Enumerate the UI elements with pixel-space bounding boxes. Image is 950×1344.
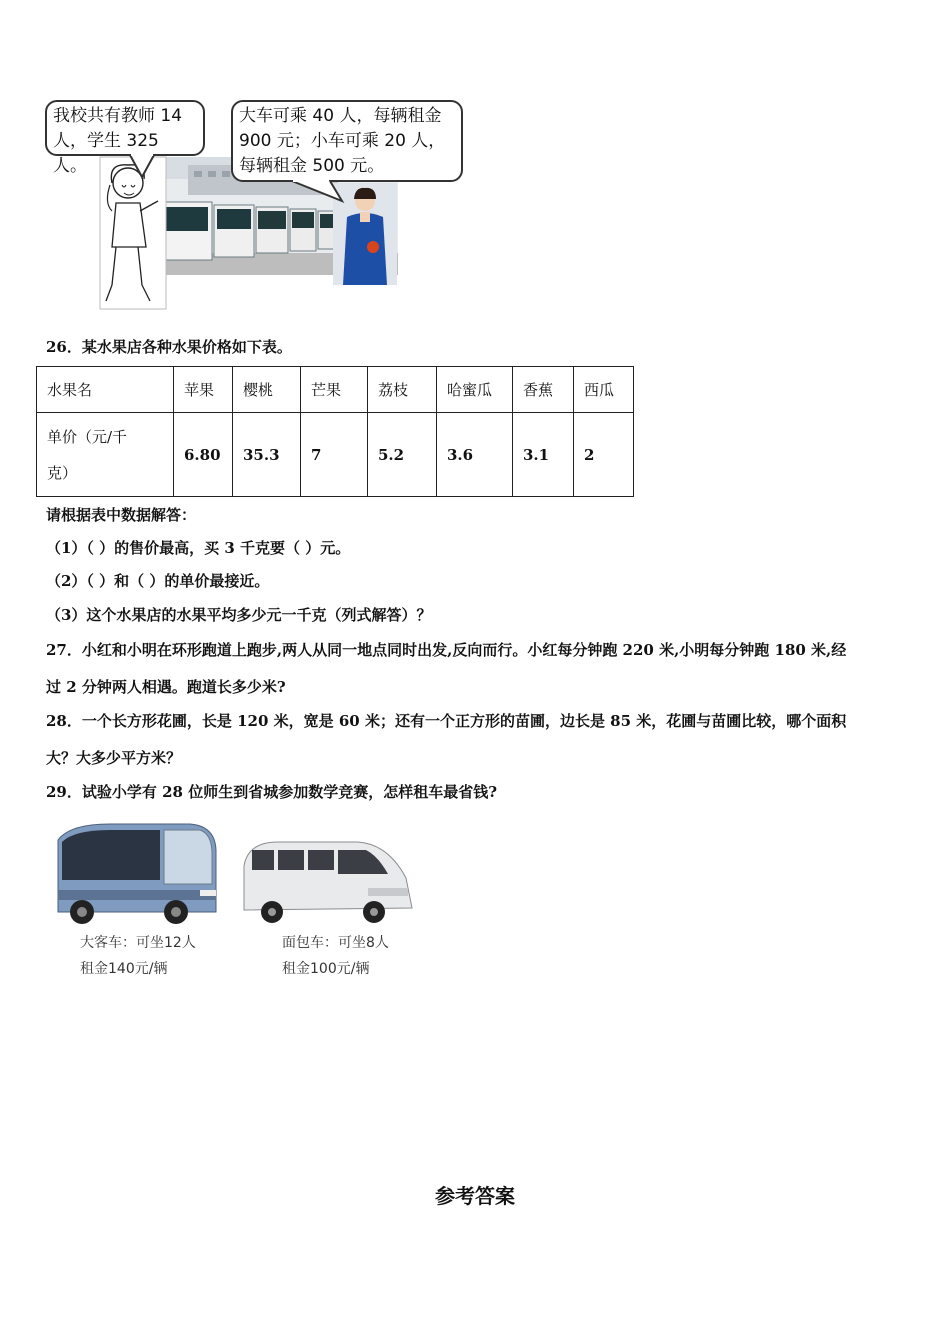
table-header-row	[37, 367, 634, 413]
van-image	[238, 838, 418, 930]
van-rent: 租金100元/辆	[282, 961, 370, 977]
q26-sub-1: （1）（ ）的售价最高，买 3 千克要（ ）元。	[46, 539, 351, 557]
fruit-name-cell: 西瓜	[574, 367, 634, 413]
q27-line-2: 过 2 分钟两人相遇。跑道长多少米?	[46, 678, 286, 696]
van-caption	[282, 930, 389, 982]
q28-line-2: 大？大多少平方米？	[46, 749, 182, 767]
staff-bubble-line-3: 每辆租金 500 元。	[239, 156, 385, 176]
fruit-name-cell: 荔枝	[368, 367, 437, 413]
q28-line-1: 28．一个长方形花圃，长是 120 米，宽是 60 米；还有一个正方形的苗圃，边长是 85 米，花圃与苗圃比较，哪个面积	[46, 712, 847, 730]
q26-sub-2: （2）（ ）和（ ）的单价最接近。	[46, 572, 270, 590]
fruit-price-table	[36, 366, 634, 497]
price-cell: 7	[301, 413, 368, 497]
staff-speech-bubble	[231, 100, 463, 182]
teacher-speech-bubble	[45, 100, 205, 176]
table-header-label: 水果名	[37, 367, 174, 413]
fruit-name-cell: 樱桃	[233, 367, 301, 413]
fruit-name-cell: 香蕉	[513, 367, 574, 413]
q27-line-1: 27．小红和小明在环形跑道上跑步,两人从同一地点同时出发,反向而行。小红每分钟跑 220 米,小明每分钟跑 180 米,经	[46, 641, 847, 659]
illustration	[40, 95, 470, 310]
price-cell: 6.80	[174, 413, 233, 497]
staff-bubble-tail	[290, 179, 350, 203]
q29-text: 29．试验小学有 28 位师生到省城参加数学竞赛，怎样租车最省钱?	[46, 783, 497, 801]
bus-capacity: 大客车：可坐12人	[80, 935, 196, 951]
q26-title: 26．某水果店各种水果价格如下表。	[46, 338, 292, 356]
fruit-name-cell: 哈蜜瓜	[437, 367, 513, 413]
fruit-name-cell: 苹果	[174, 367, 233, 413]
price-cell: 5.2	[368, 413, 437, 497]
bus-image	[50, 820, 222, 930]
bus-caption	[80, 930, 196, 982]
bus-rent: 租金140元/辆	[80, 961, 168, 977]
price-cell: 3.1	[513, 413, 574, 497]
table-row-label	[37, 413, 174, 497]
van-capacity: 面包车：可坐8人	[282, 935, 389, 951]
price-cell: 2	[574, 413, 634, 497]
teacher-bubble-line-1: 我校共有教师 14	[53, 106, 183, 126]
fruit-name-cell: 芒果	[301, 367, 368, 413]
teacher-bubble-tail	[128, 153, 158, 179]
teacher-bubble-line-2: 人，学生 325 人。	[53, 131, 159, 176]
staff-bubble-line-2: 900 元；小车可乘 20 人，	[239, 131, 446, 151]
row-label-line-2: 克）	[47, 463, 78, 482]
q26-sub-3: （3）这个水果店的水果平均多少元一千克（列式解答）？	[46, 606, 432, 624]
row-label-line-1: 单价（元/千	[47, 427, 128, 446]
price-cell: 3.6	[437, 413, 513, 497]
answer-section-title: 参考答案	[435, 1184, 515, 1208]
staff-bubble-line-1: 大车可乘 40 人，每辆租金	[239, 106, 442, 126]
table-price-row	[37, 413, 634, 497]
q26-intro: 请根据表中数据解答：	[46, 506, 197, 524]
price-cell: 35.3	[233, 413, 301, 497]
